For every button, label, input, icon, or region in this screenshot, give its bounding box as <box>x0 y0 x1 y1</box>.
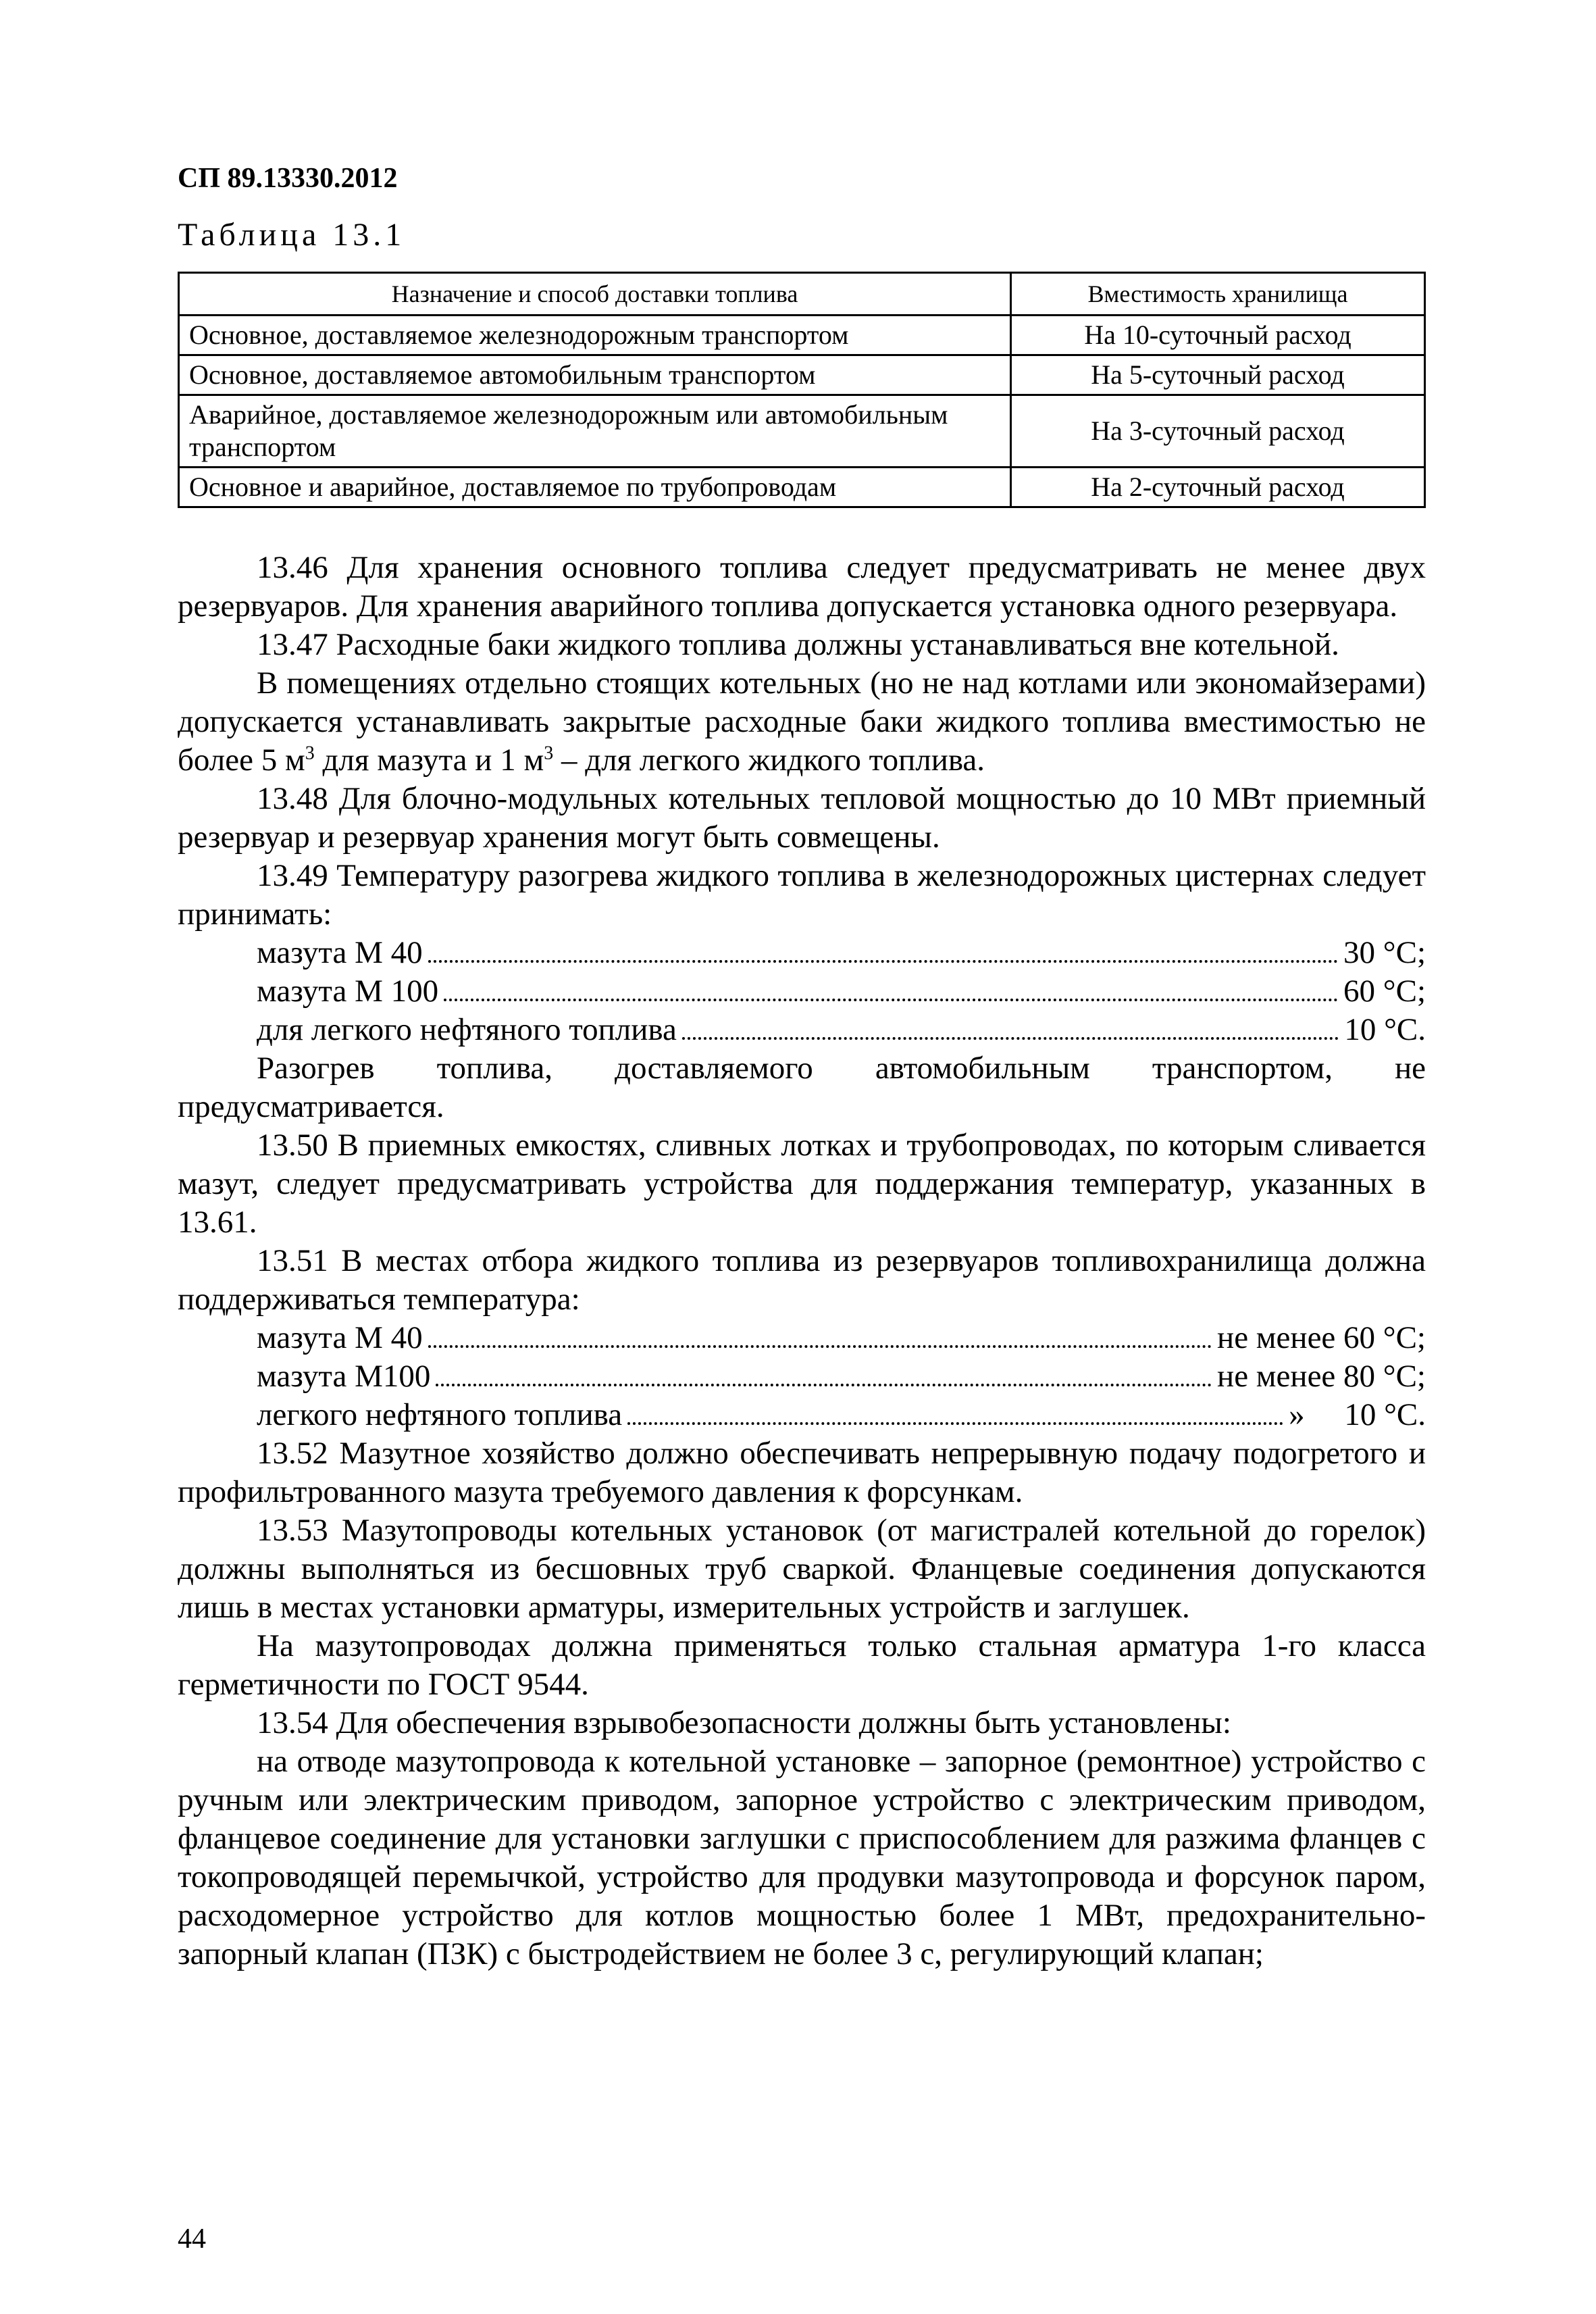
list-item-value: » 10 °С. <box>1289 1397 1426 1432</box>
table-caption: Таблица 13.1 <box>178 217 406 253</box>
table-cell: Аварийное, доставляемое железнодорожным или автомобильным транспортом <box>179 395 1011 468</box>
superscript: 3 <box>305 743 315 764</box>
leader-dots <box>682 1011 1339 1040</box>
table-header-cell: Назначение и способ доставки топлива <box>179 273 1011 316</box>
list-item-value: не менее 80 °С; <box>1217 1359 1426 1394</box>
paragraph-text: В помещениях отдельно стоящих котельных (но не над котлами или экономайзерами) допускается устанавливать закрытые расходные баки жидкого топлива вместимостью не более 5 м <box>178 665 1426 778</box>
paragraph-13-47-tanks <box>178 664 1426 780</box>
table-cell: На 5-суточный расход <box>1011 355 1425 395</box>
leader-dots <box>444 972 1338 1001</box>
list-item-label: мазута М 40 <box>257 935 423 970</box>
body-text <box>178 549 1426 1973</box>
paragraph-text: для мазута и 1 м <box>314 743 544 778</box>
list-item-label: мазута М100 <box>257 1359 431 1394</box>
leader-dots <box>436 1357 1212 1386</box>
temperature-list-item <box>257 1011 1426 1049</box>
paragraph-13-53-valves: На мазутопроводах должна применяться только стальная арматура 1-го класса герметичности по ГОСТ 9544. <box>178 1628 1426 1702</box>
leader-dots <box>627 1396 1283 1425</box>
table-row <box>179 316 1425 355</box>
paragraph-13-48: 13.48 Для блочно-модульных котельных тепловой мощностью до 10 МВт приемный резервуар и резервуар хранения могут быть совмещены. <box>178 781 1426 855</box>
list-item-value: 60 °С; <box>1343 974 1426 1009</box>
paragraph-13-54-list: на отводе мазутопровода к котельной установке – запорное (ремонтное) устройство с ручным или электрическим приводом, запорное устройство с электрическим приводом, фланцевое соединение для установки заглушки с приспособлением для разжима фланцев с токопроводящей перемычкой, устройство для продувки мазутопровода и форсунок паром, расходомерное устройство для котлов мощностью более 1 МВт, предохранительно-запорный клапан (ПЗК) с быстродействием не более 3 с, регулирующий клапан; <box>178 1744 1426 1971</box>
table-cell: На 10-суточный расход <box>1011 316 1425 355</box>
table-header-cell: Вместимость хранилища <box>1011 273 1425 316</box>
list-item-value: не менее 60 °С; <box>1217 1320 1426 1355</box>
paragraph-13-54: 13.54 Для обеспечения взрывобезопасности должны быть установлены: <box>257 1705 1231 1740</box>
table-cell: На 2-суточный расход <box>1011 468 1425 507</box>
paragraph-13-53: 13.53 Мазутопроводы котельных установок (от магистралей котельной до горелок) должны выполняться из бесшовных труб сваркой. Фланцевые соединения допускаются лишь в местах установки арматуры, измерительных устройств и заглушек. <box>178 1513 1426 1625</box>
paragraph-13-49-heating: Разогрев топлива, доставляемого автомобильным транспортом, не предусматривается. <box>178 1051 1426 1124</box>
table-cell: На 3-суточный расход <box>1011 395 1425 468</box>
paragraph-13-47: 13.47 Расходные баки жидкого топлива должны устанавливаться вне котельной. <box>257 627 1339 662</box>
list-item-label: легкого нефтяного топлива <box>257 1397 623 1432</box>
table-header-row <box>179 273 1425 316</box>
temperature-list-item <box>257 1319 1426 1357</box>
table-cell: Основное и аварийное, доставляемое по трубопроводам <box>179 468 1011 507</box>
list-item-value: 10 °С. <box>1344 1012 1426 1047</box>
temperature-list-item <box>257 934 1426 972</box>
superscript: 3 <box>544 743 554 764</box>
temperature-list-item <box>257 1357 1426 1396</box>
list-item-label: для легкого нефтяного топлива <box>257 1012 677 1047</box>
paragraph-text: – для легкого жидкого топлива. <box>553 743 985 778</box>
list-item-value: 30 °С; <box>1343 935 1426 970</box>
paragraph-13-46: 13.46 Для хранения основного топлива следует предусматривать не менее двух резервуаров. Для хранения аварийного топлива допускается установка одного резервуара. <box>178 550 1426 624</box>
paragraph-13-52: 13.52 Мазутное хозяйство должно обеспечивать непрерывную подачу подогретого и профильтрованного мазута требуемого давления к форсункам. <box>178 1436 1426 1509</box>
fuel-storage-table <box>178 272 1426 508</box>
leader-dots <box>428 1319 1212 1348</box>
page-number: 44 <box>178 2223 206 2255</box>
table-cell: Основное, доставляемое автомобильным транспортом <box>179 355 1011 395</box>
temperature-list-item <box>257 972 1426 1011</box>
table-row <box>179 355 1425 395</box>
temperature-list-item <box>257 1396 1426 1434</box>
paragraph-13-49: 13.49 Температуру разогрева жидкого топлива в железнодорожных цистернах следует принимать: <box>178 858 1426 932</box>
table-row <box>179 395 1425 468</box>
table-row <box>179 468 1425 507</box>
leader-dots <box>428 934 1338 963</box>
document-code-header: СП 89.13330.2012 <box>178 163 398 194</box>
table-cell: Основное, доставляемое железнодорожным транспортом <box>179 316 1011 355</box>
paragraph-13-50: 13.50 В приемных емкостях, сливных лотках и трубопроводах, по которым сливается мазут, следует предусматривать устройства для поддержания температур, указанных в 13.61. <box>178 1128 1426 1240</box>
list-item-label: мазута М 40 <box>257 1320 423 1355</box>
paragraph-13-51: 13.51 В местах отбора жидкого топлива из резервуаров топливохранилища должна поддерживаться температура: <box>178 1243 1426 1317</box>
list-item-label: мазута М 100 <box>257 974 439 1009</box>
